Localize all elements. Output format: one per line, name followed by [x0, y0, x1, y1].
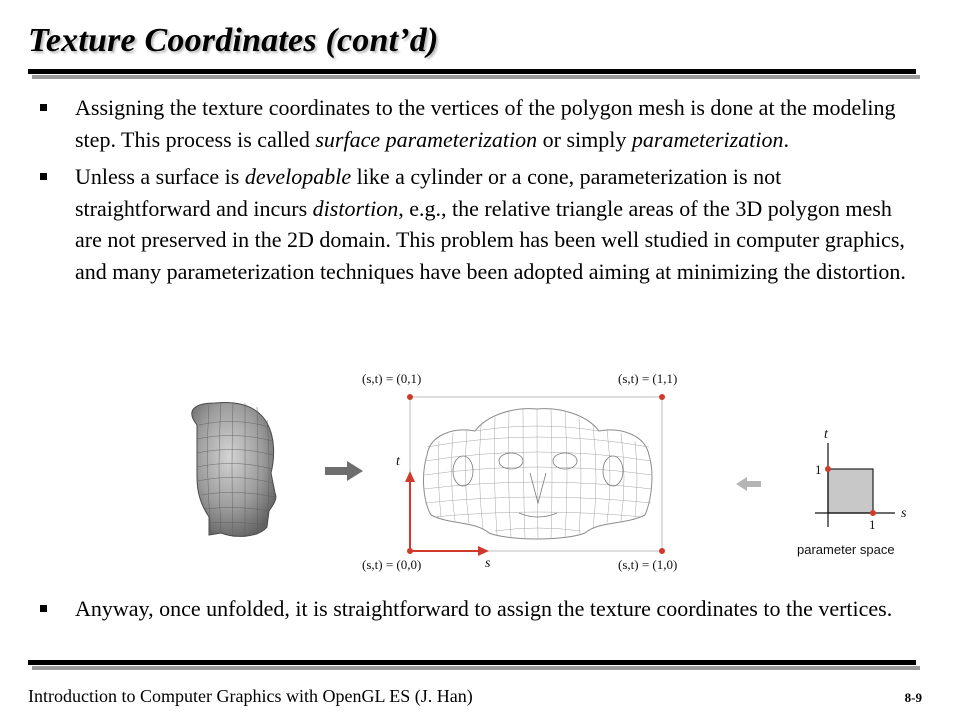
left-arrow-icon	[736, 477, 761, 491]
param-axis-label-s: s	[901, 506, 907, 521]
parameter-space-diagram	[797, 427, 907, 557]
corner-label-bottom-left: (s,t) = (0,0)	[362, 557, 422, 572]
square-bullet-icon	[40, 173, 47, 180]
text-run: or simply	[537, 126, 632, 152]
bullet-list	[38, 92, 920, 293]
footer-rule-shadow	[32, 666, 920, 670]
footer-rule	[28, 660, 916, 665]
emphasized-term: surface parameterization	[315, 126, 538, 152]
param-axis-label-t: t	[824, 427, 828, 442]
text-run: Unless a surface is	[75, 164, 245, 189]
unfolded-mesh-image	[424, 409, 652, 539]
text-run: , e.g., the relative triangle areas of the 3D polygon mesh are not preserved in the 2D domain. This problem has been well studied in computer graphics, and many parameterization techniques have been adopted aiming at minimizing the distortion.	[75, 195, 906, 284]
head-mesh-image	[192, 402, 276, 537]
corner-dot	[659, 394, 665, 400]
t-axis-arrowhead-icon	[405, 471, 415, 482]
corner-label-top-left: (s,t) = (0,1)	[362, 371, 422, 386]
s-axis-arrowhead-icon	[478, 546, 489, 556]
unit-square	[828, 469, 873, 513]
param-dot-t	[825, 466, 831, 472]
square-bullet-icon	[40, 605, 47, 612]
right-arrow-icon	[325, 461, 363, 481]
page-number: 8-9	[904, 690, 922, 705]
text-run: .	[783, 126, 789, 152]
bullet-text-last	[75, 596, 892, 621]
corner-dot	[407, 394, 413, 400]
parameterization-figure	[175, 365, 925, 580]
figure-svg	[175, 365, 925, 580]
text-run: Assigning the texture coordinates to the vertices of the polygon mesh is done at the modeling step. This process is called	[75, 95, 896, 152]
bullet-item	[38, 92, 920, 155]
param-tick-s: 1	[869, 517, 876, 532]
param-tick-t: 1	[815, 462, 822, 477]
corner-dot	[659, 548, 665, 554]
bullet-text	[75, 164, 906, 284]
bullet-item	[38, 161, 920, 287]
param-space-caption: parameter space	[797, 542, 895, 557]
corner-dot	[407, 548, 413, 554]
bullet-text	[75, 95, 896, 152]
text-run: Anyway, once unfolded, it is straightforward to assign the texture coordinates to the vertices.	[75, 596, 893, 621]
title-rule	[28, 69, 916, 74]
bullet-item-last	[38, 593, 920, 625]
slide-title: Texture Coordinates (cont’d)	[28, 22, 439, 59]
param-dot-s	[870, 510, 876, 516]
square-bullet-icon	[40, 104, 47, 111]
footer-source: Introduction to Computer Graphics with OpenGL ES (J. Han)	[28, 686, 473, 706]
emphasized-term: developable	[244, 164, 352, 189]
axis-label-s: s	[485, 556, 491, 571]
axis-label-t: t	[396, 454, 400, 469]
title-rule-shadow	[32, 75, 920, 79]
corner-label-bottom-right: (s,t) = (1,0)	[618, 557, 678, 572]
text-run: like a cylinder or a cone, parameterization is not straightforward and incurs	[75, 164, 782, 221]
emphasized-term: distortion	[312, 195, 399, 221]
emphasized-term: parameterization	[631, 126, 784, 152]
corner-label-top-right: (s,t) = (1,1)	[618, 371, 678, 386]
